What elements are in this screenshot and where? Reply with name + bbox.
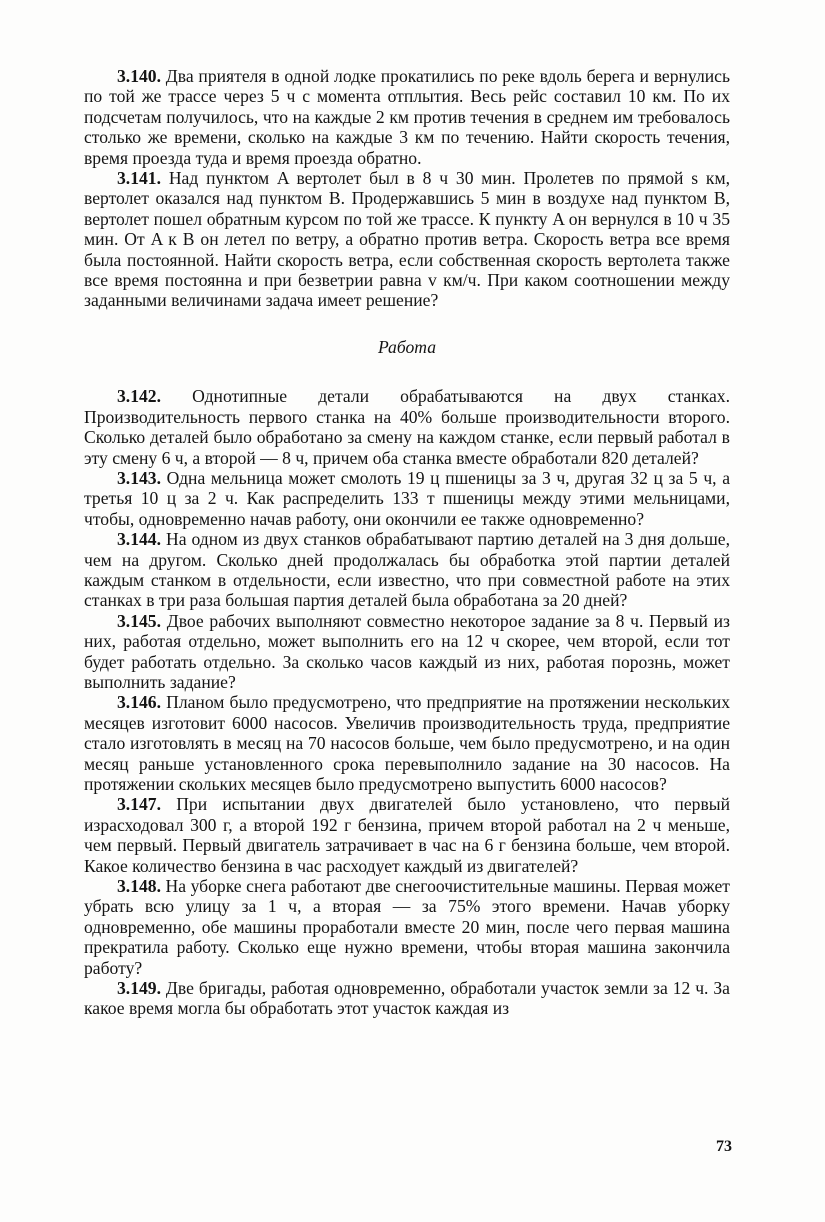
problem-number: 3.145. <box>117 610 161 631</box>
problem-number: 3.148. <box>117 876 161 897</box>
problem-text: Одна мельница может смолоть 19 ц пшеницы за 3 ч, другая 32 ц за 5 ч, а третья 10 ц за 2 ч. Как распределить 133 т пшеницы между этими мельницами, чтобы, одновременно начав работу, они окончили ее также одновременно? <box>84 467 730 529</box>
problem-3-140 <box>84 66 730 168</box>
problem-text: При испытании двух двигателей было установлено, что первый израсходовал 300 г, а второй 192 г бензина, причем второй работал на 2 ч меньше, чем первый. Первый двигатель затрачивает в час на 6 г бензина больше, чем второй. Какое количество бензина в час расходует каждый из двигателей? <box>84 794 730 876</box>
problem-number: 3.140. <box>117 66 161 86</box>
problem-3-148 <box>84 876 730 978</box>
problem-3-145 <box>84 611 730 693</box>
page-number: 73 <box>716 1138 732 1155</box>
problem-3-143 <box>84 468 730 529</box>
problem-number: 3.146. <box>117 692 161 713</box>
problem-number: 3.147. <box>117 794 161 815</box>
problem-text: Над пунктом A вертолет был в 8 ч 30 мин. Пролетев по прямой s км, вертолет оказался над пунктом B. Продержавшись 5 мин в воздухе над пунктом B, вертолет пошел обратным курсом по той же трассе. К пункту A он вернулся в 10 ч 35 мин. От A к B он летел по ветру, а обратно против ветра. Скорость ветра все время была постоянной. Найти скорость ветра, если собственная скорость вертолета также все время постоянна и при безветрии равна v км/ч. При каком соотношении между заданными величинами задача имеет решение? <box>84 168 730 311</box>
problem-text: Однотипные детали обрабатываются на двух станках. Производительность первого станка на 40% больше производительности второго. Сколько деталей было обработано за смену на каждом станке, если первый работал в эту смену 6 ч, а второй — 8 ч, причем оба станка вместе обработали 820 деталей? <box>84 386 730 468</box>
problem-3-146 <box>84 692 730 794</box>
problem-number: 3.142. <box>117 386 161 407</box>
problem-number: 3.143. <box>117 467 161 488</box>
problem-3-144 <box>84 529 730 611</box>
problem-number: 3.141. <box>117 168 161 189</box>
problem-text: Два приятеля в одной лодке прокатились по реке вдоль берега и вернулись по той же трассе через 5 ч с момента отплытия. Весь рейс составил 10 км. По их подсчетам получилось, что на каждые 2 км против течения в среднем им требовалось столько же времени, сколько на каждые 3 км по течению. Найти скорость течения, время проезда туда и время проезда обратно. <box>84 66 730 168</box>
page-text <box>84 66 730 1019</box>
problem-number: 3.144. <box>117 529 161 550</box>
problem-3-141 <box>84 168 730 311</box>
problem-text: Две бригады, работая одновременно, обработали участок земли за 12 ч. За какое время могла бы обработать этот участок каждая из <box>84 978 730 1019</box>
problem-text: На одном из двух станков обрабатывают партию деталей на 3 дня дольше, чем на другом. Сколько дней продолжалась бы обработка этой партии деталей каждым станком в отдельности, если известно, что при совместной работе на этих станках в три раза большая партия деталей была обработана за 20 дней? <box>84 529 730 611</box>
problem-3-149 <box>84 978 730 1019</box>
problem-text: На уборке снега работают две снегоочистительные машины. Первая может убрать всю улицу за 1 ч, а вторая — за 75% этого времени. Начав уборку одновременно, обе машины проработали вместе 20 мин, после чего первая машина прекратила работу. Сколько еще нужно времени, чтобы вторая машина закончила работу? <box>84 876 730 978</box>
problem-text: Планом было предусмотрено, что предприятие на протяжении нескольких месяцев изготовит 6000 насосов. Увеличив производительность труда, предприятие стало изготовлять в месяц на 70 насосов больше, чем было предусмотрено, и на один месяц раньше установленного срока перевыполнило задание на 30 насосов. На протяжении скольких месяцев было предусмотрено выпустить 6000 насосов? <box>84 692 730 794</box>
problem-number: 3.149. <box>117 978 161 999</box>
problem-text: Двое рабочих выполняют совместно некоторое задание за 8 ч. Первый из них, работая отдельно, может выполнить его на 12 ч скорее, чем второй, если тот будет работать отдельно. За сколько часов каждый из них, работая порознь, может выполнить задание? <box>84 610 730 692</box>
problem-3-147 <box>84 794 730 876</box>
section-title: Работа <box>377 336 436 357</box>
problem-3-142 <box>84 386 730 468</box>
